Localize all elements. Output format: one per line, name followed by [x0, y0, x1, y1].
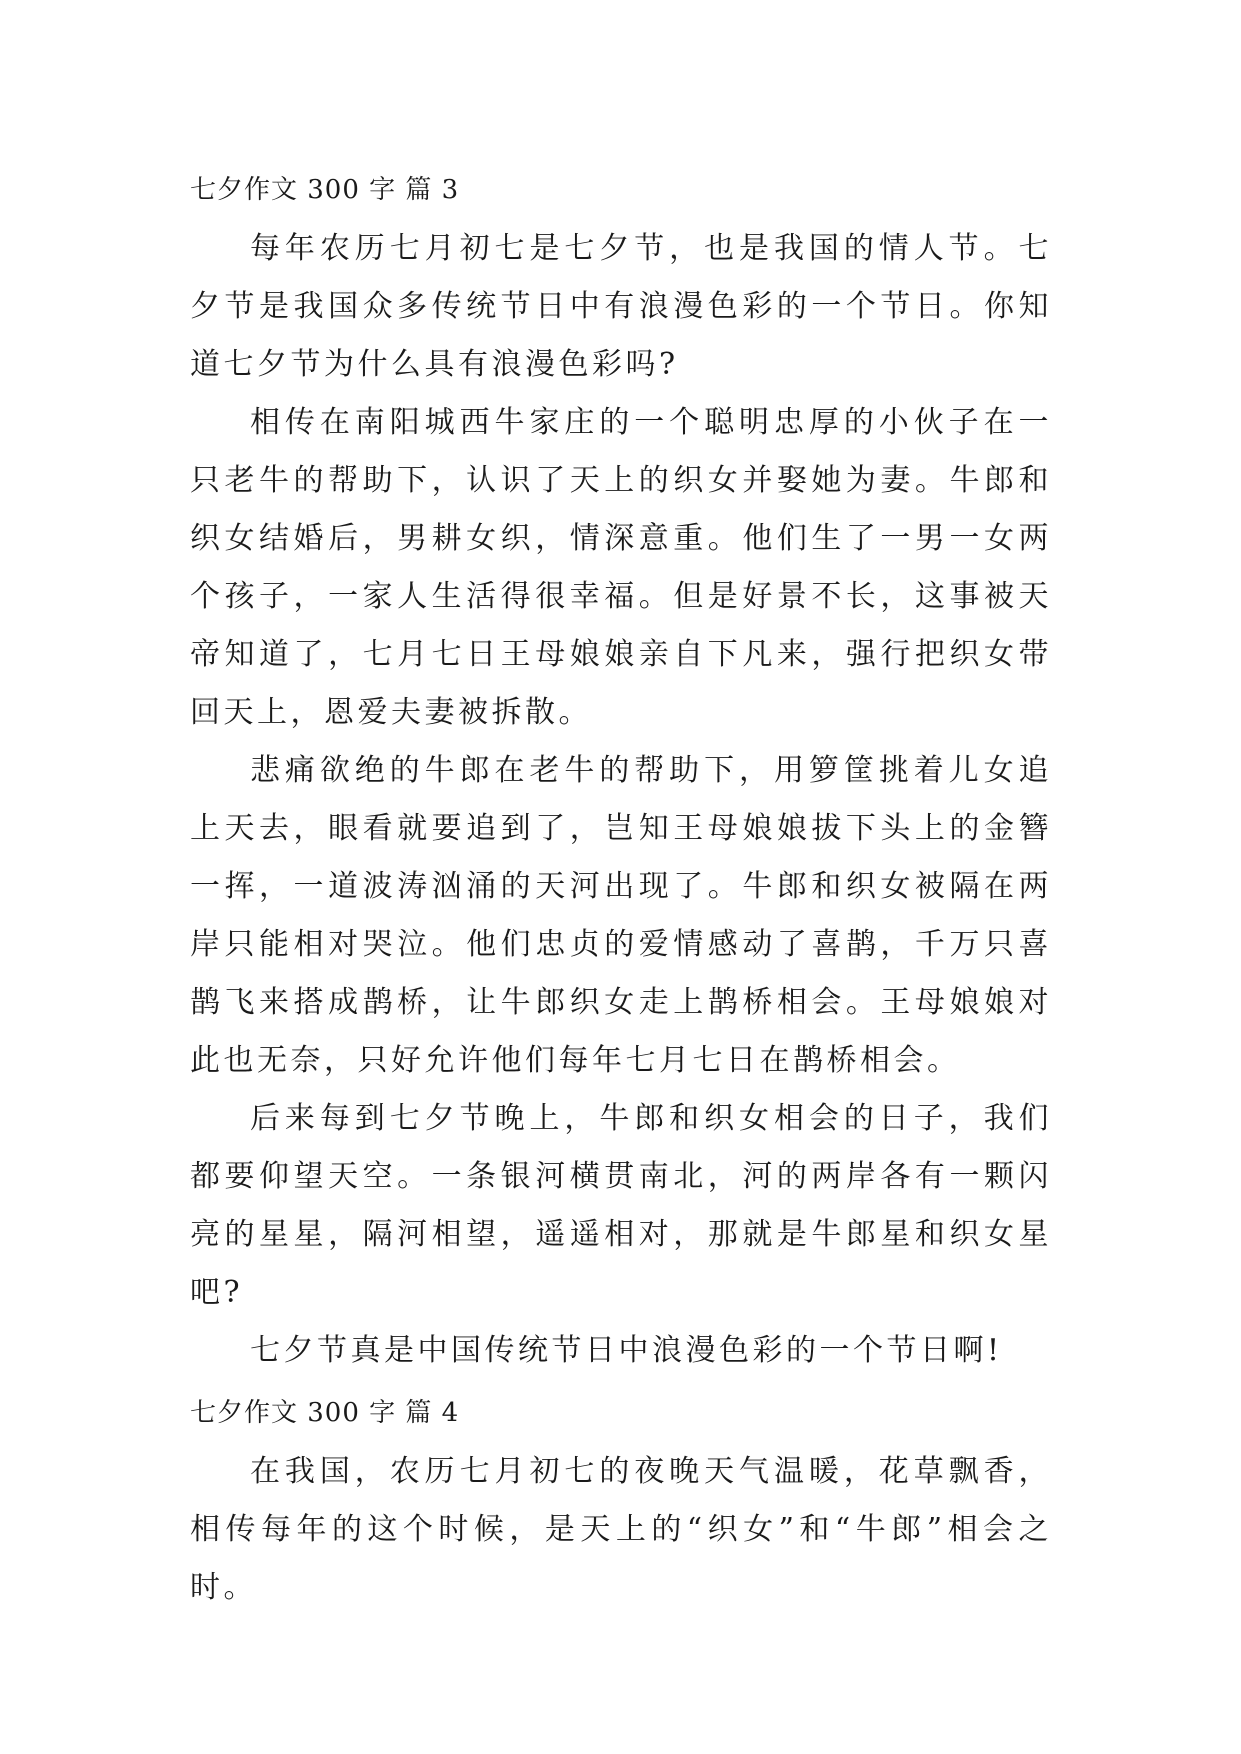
paragraph: 每年农历七月初七是七夕节，也是我国的情人节。七夕节是我国众多传统节日中有浪漫色彩的一个节日。你知道七夕节为什么具有浪漫色彩吗? — [190, 231, 1052, 382]
essay-section-4 — [190, 1383, 1052, 1617]
paragraph: 在我国，农历七月初七的夜晚天气温暖，花草飘香，相传每年的这个时候，是天上的“织女”和“牛郎”相会之时。 — [190, 1454, 1052, 1605]
paragraph: 七夕节真是中国传统节日中浪漫色彩的一个节日啊! — [250, 1333, 1003, 1368]
section-heading: 七夕作文 300 字 篇 4 — [190, 1398, 460, 1428]
paragraph: 悲痛欲绝的牛郎在老牛的帮助下，用箩筐挑着儿女追上天去，眼看就要追到了，岂知王母娘娘拔下头上的金簪一挥，一道波涛汹涌的天河出现了。牛郎和织女被隔在两岸只能相对哭泣。他们忠贞的爱情感动了喜鹊，千万只喜鹊飞来搭成鹊桥，让牛郎织女走上鹊桥相会。王母娘娘对此也无奈，只好允许他们每年七月七日在鹊桥相会。 — [190, 753, 1052, 1078]
paragraph: 后来每到七夕节晚上，牛郎和织女相会的日子，我们都要仰望天空。一条银河横贯南北，河的两岸各有一颗闪亮的星星，隔河相望，遥遥相对，那就是牛郎星和织女星吧? — [190, 1101, 1052, 1310]
essay-section-3 — [190, 160, 1052, 1380]
section-heading: 七夕作文 300 字 篇 3 — [190, 175, 460, 205]
paragraph: 相传在南阳城西牛家庄的一个聪明忠厚的小伙子在一只老牛的帮助下，认识了天上的织女并娶她为妻。牛郎和织女结婚后，男耕女织，情深意重。他们生了一男一女两个孩子，一家人生活得很幸福。但是好景不长，这事被天帝知道了，七月七日王母娘娘亲自下凡来，强行把织女带回天上，恩爱夫妻被拆散。 — [190, 405, 1052, 730]
